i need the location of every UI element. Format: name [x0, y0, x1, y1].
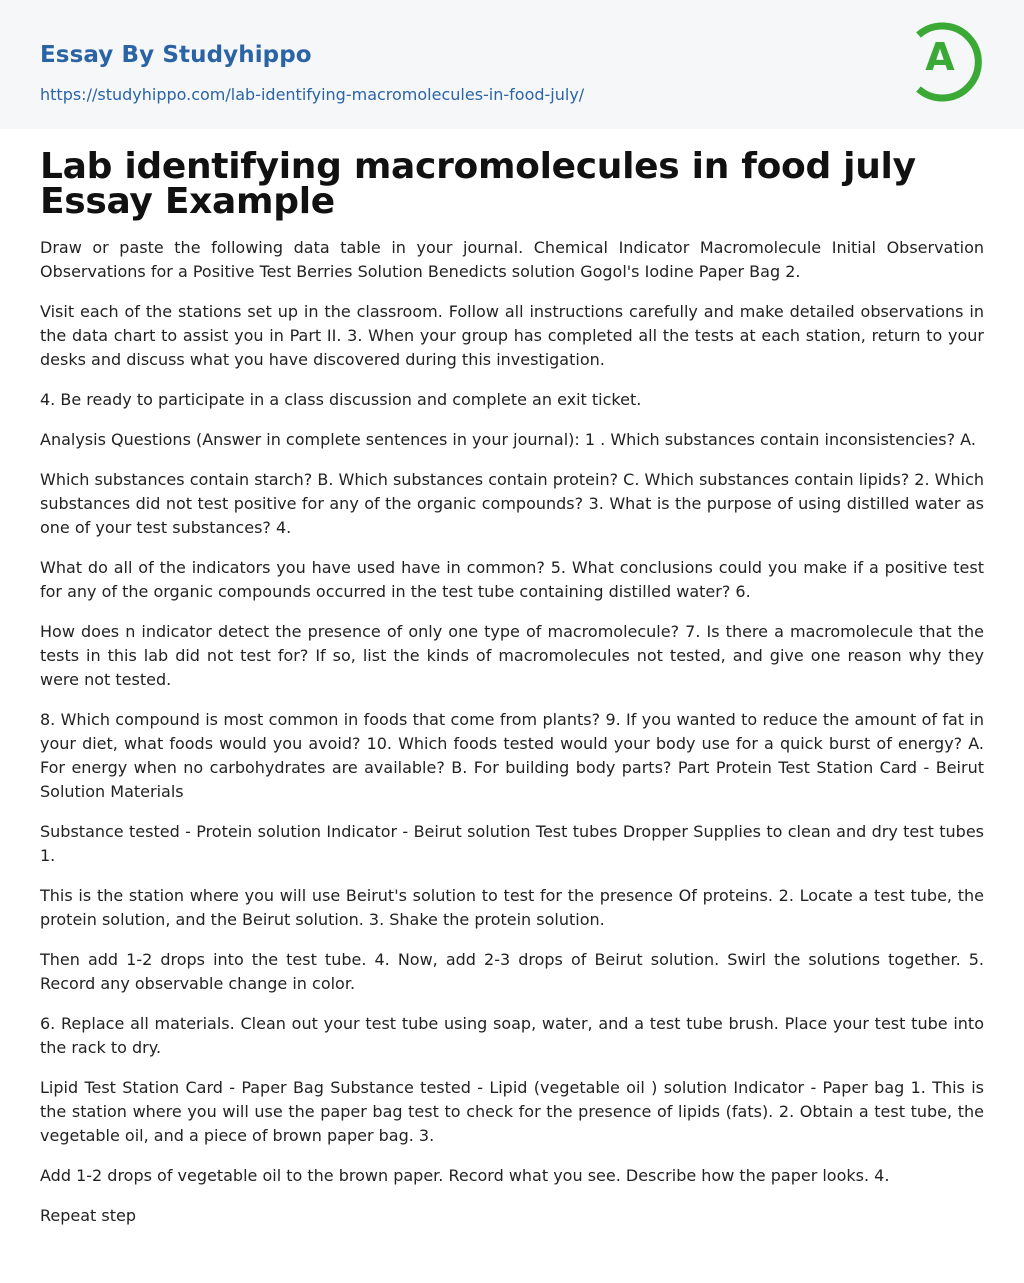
paragraph: Substance tested - Protein solution Indicator - Beirut solution Test tubes Dropper Supplies to clean and dry test tubes 1. — [40, 822, 984, 865]
article — [0, 146, 1024, 1228]
article-body — [40, 236, 984, 1228]
paragraph: 4. Be ready to participate in a class discussion and complete an exit ticket. — [40, 390, 642, 409]
essay-url-link[interactable]: https://studyhippo.com/lab-identifying-macromolecules-in-food-july/ — [40, 85, 585, 104]
paragraph: Then add 1-2 drops into the test tube. 4. Now, add 2-3 drops of Beirut solution. Swirl the solutions together. 5. Record any observable change in color. — [40, 950, 984, 993]
paragraph: 8. Which compound is most common in foods that come from plants? 9. If you wanted to reduce the amount of fat in your diet, what foods would you avoid? 10. Which foods tested would your body use for a quick burst of energy? A. For energy when no carbohydrates are available? B. For building body parts? Part Protein Test Station Card - Beirut Solution Materials — [40, 710, 984, 801]
paragraph: Visit each of the stations set up in the classroom. Follow all instructions carefully and make detailed observations in the data chart to assist you in Part II. 3. When your group has completed all the tests at each station, return to your desks and discuss what you have discovered during this investigation. — [40, 302, 984, 369]
paragraph: Repeat step — [40, 1206, 137, 1225]
studyhippo-logo-icon[interactable] — [912, 18, 988, 106]
paragraph: Analysis Questions (Answer in complete sentences in your journal): 1 . Which substances contain inconsistencies? A. — [40, 430, 976, 449]
site-header — [0, 0, 1024, 129]
paragraph: What do all of the indicators you have used have in common? 5. What conclusions could you make if a positive test for any of the organic compounds occurred in the test tube containing distilled water? 6. — [40, 558, 984, 601]
logo-letter: A — [925, 35, 955, 79]
paragraph: Lipid Test Station Card - Paper Bag Substance tested - Lipid (vegetable oil ) solution Indicator - Paper bag 1. This is the station where you will use the paper bag test to check for the presence of lipids (fats). 2. Obtain a test tube, the vegetable oil, and a piece of brown paper bag. 3. — [40, 1078, 984, 1145]
page-title: Lab identifying macromolecules in food july Essay Example — [40, 146, 916, 222]
paragraph: How does n indicator detect the presence of only one type of macromolecule? 7. Is there a macromolecule that the tests in this lab did not test for? If so, list the kinds of macromolecules not tested, and give one reason why they were not tested. — [40, 622, 984, 689]
site-brand[interactable]: Essay By Studyhippo — [40, 42, 312, 68]
paragraph: Which substances contain starch? B. Which substances contain protein? C. Which substances contain lipids? 2. Which substances did not test positive for any of the organic compounds? 3. What is the purpose of using distilled water as one of your test substances? 4. — [40, 470, 984, 537]
paragraph: 6. Replace all materials. Clean out your test tube using soap, water, and a test tube brush. Place your test tube into the rack to dry. — [40, 1014, 984, 1057]
paragraph: This is the station where you will use Beirut's solution to test for the presence Of proteins. 2. Locate a test tube, the protein solution, and the Beirut solution. 3. Shake the protein solution. — [40, 886, 984, 929]
paragraph: Add 1-2 drops of vegetable oil to the brown paper. Record what you see. Describe how the paper looks. 4. — [40, 1166, 890, 1185]
paragraph: Draw or paste the following data table in your journal. Chemical Indicator Macromolecule Initial Observation Observations for a Positive Test Berries Solution Benedicts solution Gogol's Iodine Paper Bag 2. — [40, 238, 984, 281]
